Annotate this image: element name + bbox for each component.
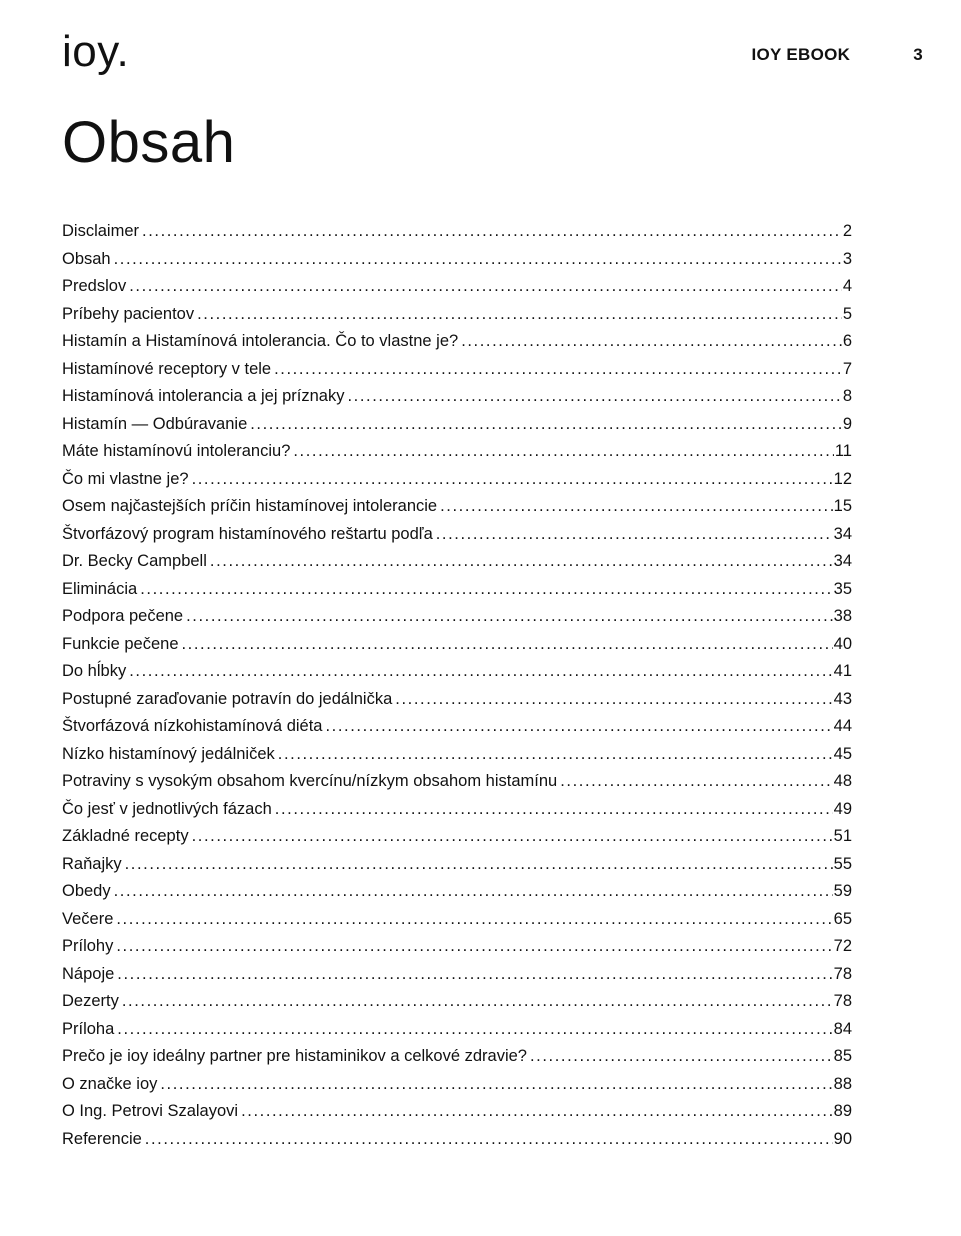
toc-entry-page: 38 (833, 607, 852, 625)
toc-entry-page: 4 (842, 277, 852, 295)
toc-leader-dots (117, 961, 832, 989)
toc-entry-label: Histamín a Histamínová intolerancia. Čo to vlastne je? (62, 332, 459, 350)
page-header (0, 0, 961, 74)
toc-entry-label: Do hĺbky (62, 662, 127, 680)
toc-entry-label: Podpora pečene (62, 607, 184, 625)
toc-leader-dots (275, 796, 833, 824)
toc-entry-label: Prílohy (62, 937, 114, 955)
toc-entry-page: 78 (833, 964, 852, 983)
toc-entry[interactable] (62, 933, 852, 961)
toc-entry[interactable] (62, 1016, 852, 1044)
toc-entry-page: 84 (833, 1019, 852, 1038)
toc-leader-dots (182, 631, 833, 659)
toc-entry-page: 8 (842, 387, 852, 405)
toc-entry[interactable] (62, 493, 852, 521)
toc-leader-dots (395, 686, 832, 714)
toc-entry[interactable] (62, 906, 852, 934)
toc-entry-label: Histamínová intolerancia a jej príznaky (62, 387, 345, 405)
toc-entry-page: 90 (833, 1129, 852, 1148)
toc-entry-label: Osem najčastejších príčin histamínovej intolerancie (62, 497, 438, 515)
toc-entry[interactable] (62, 823, 852, 851)
toc-entry[interactable] (62, 328, 852, 356)
brand-logo: ioy. (62, 27, 130, 76)
toc-entry-page: 78 (833, 992, 852, 1010)
toc-entry-label: Čo jesť v jednotlivých fázach (62, 799, 272, 818)
toc-entry-label: Obedy (62, 882, 111, 900)
toc-leader-dots (114, 246, 842, 274)
toc-entry[interactable] (62, 796, 852, 824)
toc-entry-label: Základné recepty (62, 827, 189, 845)
toc-entry-page: 6 (842, 332, 852, 350)
toc-leader-dots (114, 878, 833, 906)
toc-entry[interactable] (62, 356, 852, 384)
toc-leader-dots (241, 1098, 833, 1126)
toc-leader-dots (116, 906, 832, 934)
toc-entry-label: Príbehy pacientov (62, 304, 195, 323)
toc-entry[interactable] (62, 383, 852, 411)
toc-leader-dots (461, 328, 842, 356)
toc-leader-dots (440, 493, 833, 521)
toc-entry[interactable] (62, 1126, 852, 1154)
toc-leader-dots (293, 438, 833, 466)
header-page-number: 3 (913, 45, 923, 64)
toc-entry-label: Štvorfázová nízkohistamínová diéta (62, 717, 323, 735)
toc-entry-page: 43 (833, 689, 852, 708)
toc-leader-dots (560, 768, 832, 796)
toc-leader-dots (129, 273, 842, 301)
toc-entry-label: Funkcie pečene (62, 634, 179, 653)
toc-leader-dots (117, 1016, 832, 1044)
toc-entry-page: 5 (842, 304, 852, 323)
toc-entry[interactable] (62, 658, 852, 686)
toc-entry-label: Dezerty (62, 992, 119, 1010)
toc-entry-label: Histamín — Odbúravanie (62, 414, 248, 433)
toc-leader-dots (250, 411, 842, 439)
toc-entry-label: Potraviny s vysokým obsahom kvercínu/nízkym obsahom histamínu (62, 772, 558, 790)
toc-entry-label: Máte histamínovú intoleranciu? (62, 442, 291, 460)
toc-entry-page: 44 (833, 717, 852, 735)
toc-entry-page: 65 (833, 909, 852, 928)
toc-entry-label: O značke ioy (62, 1074, 158, 1093)
toc-leader-dots (140, 576, 832, 604)
toc-leader-dots (325, 713, 832, 741)
toc-entry-page: 12 (833, 469, 852, 488)
toc-leader-dots (129, 658, 832, 686)
toc-entry-page: 88 (833, 1074, 852, 1093)
toc-entry-label: Raňajky (62, 854, 122, 873)
toc-leader-dots (145, 1126, 833, 1154)
toc-leader-dots (186, 603, 833, 631)
toc-leader-dots (142, 218, 842, 246)
toc-entry[interactable] (62, 246, 852, 274)
toc-entry[interactable] (62, 988, 852, 1016)
toc-entry-label: Referencie (62, 1129, 142, 1148)
toc-entry-label: Obsah (62, 249, 111, 268)
toc-entry-label: Prečo je ioy ideálny partner pre histaminikov a celkové zdravie? (62, 1047, 527, 1065)
toc-entry-page: 45 (833, 744, 852, 763)
toc-entry-page: 89 (833, 1102, 852, 1120)
toc-entry-label: Histamínové receptory v tele (62, 359, 272, 378)
toc-entry-label: Večere (62, 909, 114, 928)
page-title: Obsah (62, 110, 236, 175)
toc-entry[interactable] (62, 273, 852, 301)
toc-entry-label: Príloha (62, 1019, 115, 1038)
toc-entry[interactable] (62, 466, 852, 494)
toc-entry[interactable] (62, 548, 852, 576)
toc-entry[interactable] (62, 1043, 852, 1071)
toc-entry-page: 11 (834, 442, 852, 460)
toc-entry-label: Disclaimer (62, 222, 140, 240)
toc-entry-page: 55 (833, 854, 852, 873)
toc-entry-page: 34 (833, 552, 852, 570)
toc-entry-page: 3 (842, 249, 852, 268)
toc-entry[interactable] (62, 603, 852, 631)
toc-entry[interactable] (62, 686, 852, 714)
toc-leader-dots (210, 548, 833, 576)
toc-leader-dots (116, 933, 832, 961)
toc-entry[interactable] (62, 961, 852, 989)
toc-entry-page: 48 (833, 772, 852, 790)
toc-entry-page: 7 (842, 359, 852, 378)
toc-entry[interactable] (62, 521, 852, 549)
toc-entry-page: 9 (842, 414, 852, 433)
toc-entry[interactable] (62, 631, 852, 659)
toc-leader-dots (347, 383, 841, 411)
toc-entry[interactable] (62, 438, 852, 466)
toc-entry[interactable] (62, 768, 852, 796)
toc-entry-page: 35 (833, 579, 852, 598)
toc-leader-dots (197, 301, 842, 329)
toc-entry-page: 15 (833, 497, 852, 515)
toc-entry-page: 72 (833, 937, 852, 955)
toc-entry-page: 41 (833, 662, 852, 680)
toc-entry[interactable] (62, 713, 852, 741)
toc-leader-dots (160, 1071, 832, 1099)
toc-leader-dots (192, 466, 833, 494)
toc-entry[interactable] (62, 576, 852, 604)
toc-entry[interactable] (62, 878, 852, 906)
toc-entry-page: 85 (833, 1047, 852, 1065)
toc-entry-label: Dr. Becky Campbell (62, 552, 207, 570)
toc-entry-label: Čo mi vlastne je? (62, 469, 189, 488)
toc-leader-dots (192, 823, 833, 851)
toc-entry-page: 34 (833, 524, 852, 543)
toc-list (62, 218, 852, 1153)
header-right (751, 46, 923, 63)
toc-leader-dots (274, 356, 842, 384)
toc-entry[interactable] (62, 1098, 852, 1126)
toc-leader-dots (278, 741, 833, 769)
toc-entry-page: 2 (842, 222, 852, 240)
toc-entry-page: 51 (833, 827, 852, 845)
toc-entry[interactable] (62, 411, 852, 439)
toc-entry[interactable] (62, 741, 852, 769)
toc-entry[interactable] (62, 1071, 852, 1099)
toc-entry-page: 49 (833, 799, 852, 818)
toc-entry-label: Štvorfázový program histamínového reštartu podľa (62, 524, 433, 543)
toc-entry[interactable] (62, 851, 852, 879)
toc-entry[interactable] (62, 301, 852, 329)
toc-leader-dots (530, 1043, 833, 1071)
header-ebook-label: IOY EBOOK (751, 45, 851, 64)
toc-entry-page: 59 (833, 882, 852, 900)
toc-entry-page: 40 (833, 634, 852, 653)
toc-leader-dots (436, 521, 833, 549)
toc-entry-label: O Ing. Petrovi Szalayovi (62, 1102, 239, 1120)
toc-leader-dots (122, 988, 833, 1016)
toc-entry-label: Nízko histamínový jedálniček (62, 744, 275, 763)
toc-entry-label: Predslov (62, 277, 127, 295)
toc-entry-label: Eliminácia (62, 579, 138, 598)
toc-entry-label: Nápoje (62, 964, 115, 983)
toc-entry[interactable] (62, 218, 852, 246)
toc-leader-dots (125, 851, 833, 879)
toc-entry-label: Postupné zaraďovanie potravín do jedálnička (62, 689, 393, 708)
